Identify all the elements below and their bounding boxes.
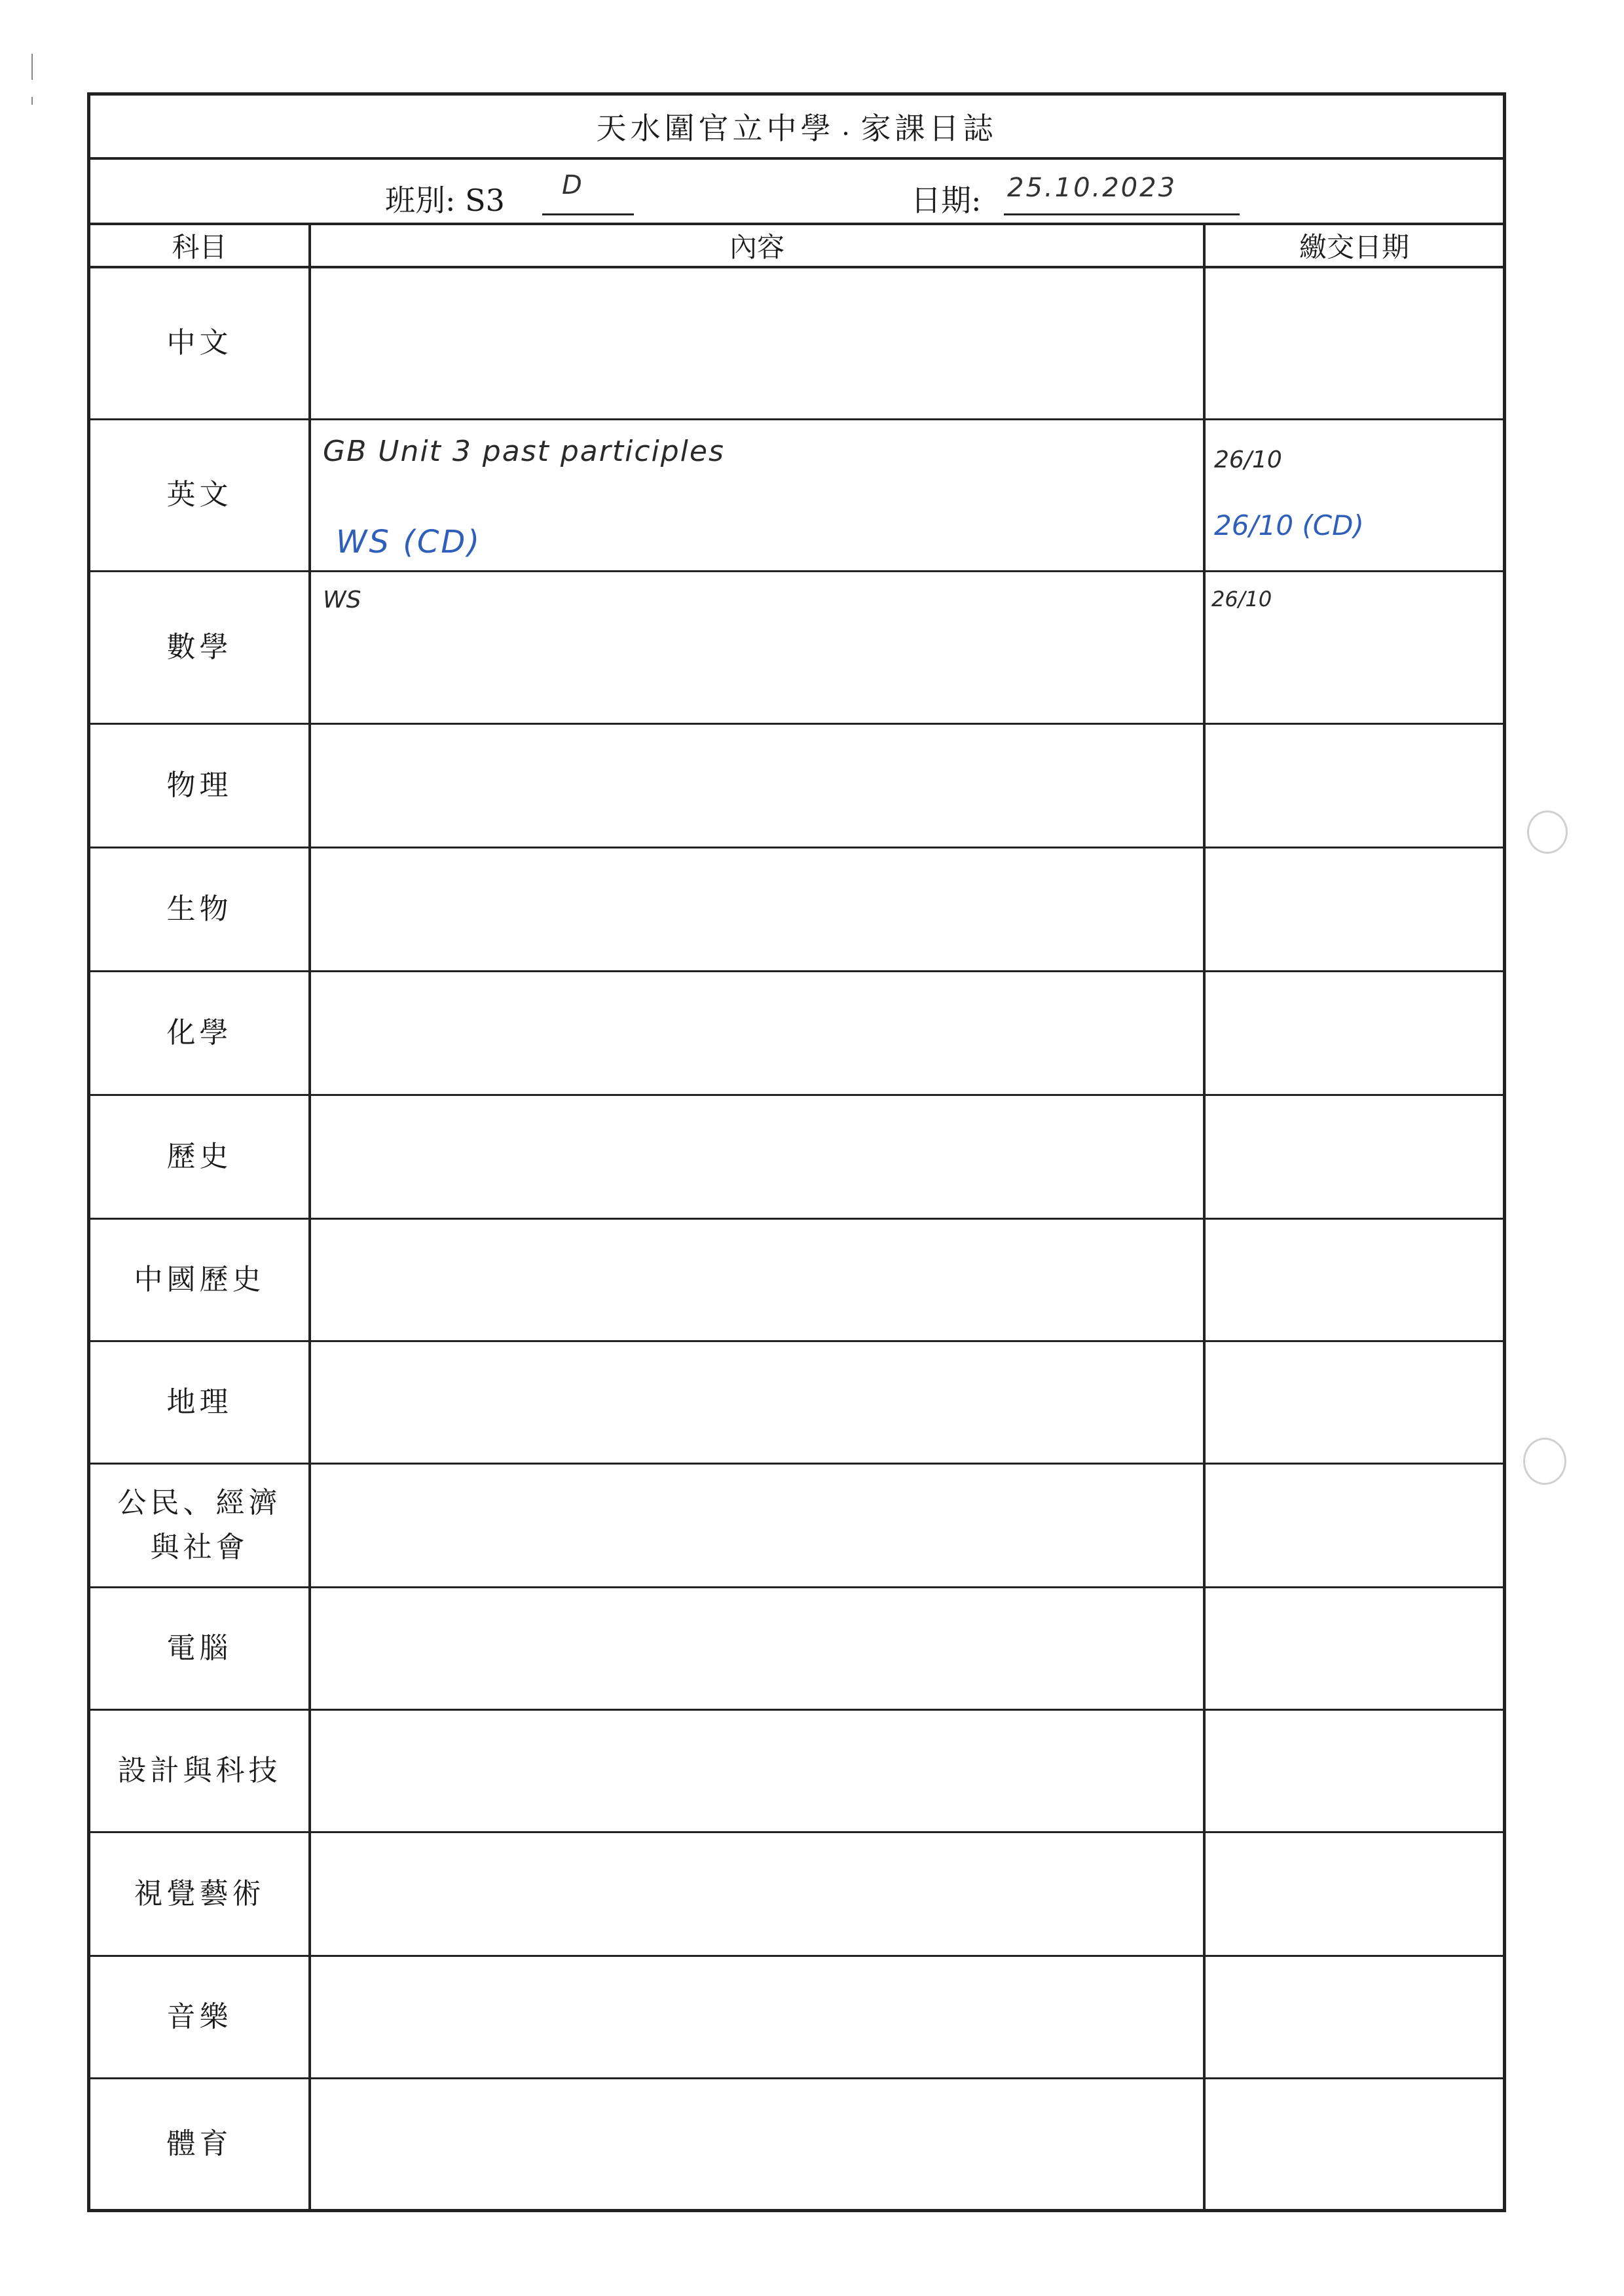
- margin-mark: [31, 97, 33, 105]
- school-name: 天水圍官立中學: [596, 111, 835, 146]
- subject-row-english: [90, 420, 1503, 572]
- subject-name: 視覺藝術: [134, 1876, 265, 1910]
- subject-column-header: 科目: [172, 231, 227, 263]
- subject-row-physics: [90, 725, 1503, 848]
- subject-row-computer: [90, 1588, 1503, 1711]
- column-header-row: [90, 225, 1503, 268]
- content-column-header: 內容: [729, 231, 784, 263]
- subject-name: 體育: [166, 2126, 232, 2160]
- english-homework-1: GB Unit 3 past participles: [323, 435, 725, 468]
- subject-row-chinese: [90, 268, 1503, 420]
- subject-name: 生物: [166, 892, 232, 926]
- subject-row-geography: [90, 1342, 1503, 1465]
- subject-name: 電腦: [166, 1631, 232, 1665]
- class-label: 班別: S3: [385, 183, 505, 218]
- subject-name: 化學: [166, 1015, 232, 1049]
- subject-row-history: [90, 1096, 1503, 1220]
- subject-row-pe: [90, 2079, 1503, 2209]
- diary-title-row: [90, 96, 1503, 160]
- punch-hole-mark: [1527, 811, 1568, 854]
- maths-homework-1: WS: [323, 587, 361, 613]
- maths-due-1: 26/10: [1211, 587, 1272, 611]
- subject-row-maths: [90, 572, 1503, 725]
- subject-row-design-technology: [90, 1711, 1503, 1833]
- class-date-row: [90, 160, 1503, 225]
- subject-name: 公民、經濟 與社會: [117, 1485, 282, 1564]
- subject-name: 歷史: [166, 1139, 232, 1173]
- subject-name: 地理: [166, 1385, 232, 1419]
- margin-mark: [31, 54, 33, 80]
- subject-name: 英文: [166, 478, 232, 512]
- subject-name: 中國歷史: [134, 1262, 265, 1296]
- diary-title: 家課日誌: [860, 111, 997, 146]
- class-value: D: [562, 170, 582, 200]
- subject-name: 音樂: [166, 1999, 232, 2033]
- subject-name: 數學: [166, 630, 232, 664]
- english-due-1: 26/10: [1214, 446, 1282, 473]
- subject-row-music: [90, 1957, 1503, 2079]
- date-value: 25.10.2023: [1007, 173, 1177, 203]
- subject-name: 中文: [166, 326, 232, 360]
- date-underline: [1004, 213, 1240, 215]
- subject-name: 設計與科技: [117, 1753, 282, 1787]
- column-divider-subject: [308, 225, 311, 2209]
- subject-row-visual-arts: [90, 1833, 1503, 1957]
- punch-hole-mark: [1523, 1438, 1566, 1485]
- class-underline: [542, 213, 634, 215]
- english-due-2: 26/10 (CD): [1214, 509, 1364, 541]
- subject-row-biology: [90, 848, 1503, 972]
- date-label: 日期:: [911, 183, 982, 218]
- subject-name: 物理: [166, 768, 232, 802]
- subject-row-chemistry: [90, 972, 1503, 1096]
- diary-table: [87, 92, 1506, 2212]
- subject-row-citizenship: [90, 1465, 1503, 1588]
- subject-row-chinese-history: [90, 1220, 1503, 1342]
- title-separator: .: [841, 111, 854, 141]
- column-divider-content: [1203, 225, 1206, 2209]
- due-date-column-header: 繳交日期: [1299, 231, 1409, 263]
- english-homework-2: WS (CD): [336, 524, 482, 560]
